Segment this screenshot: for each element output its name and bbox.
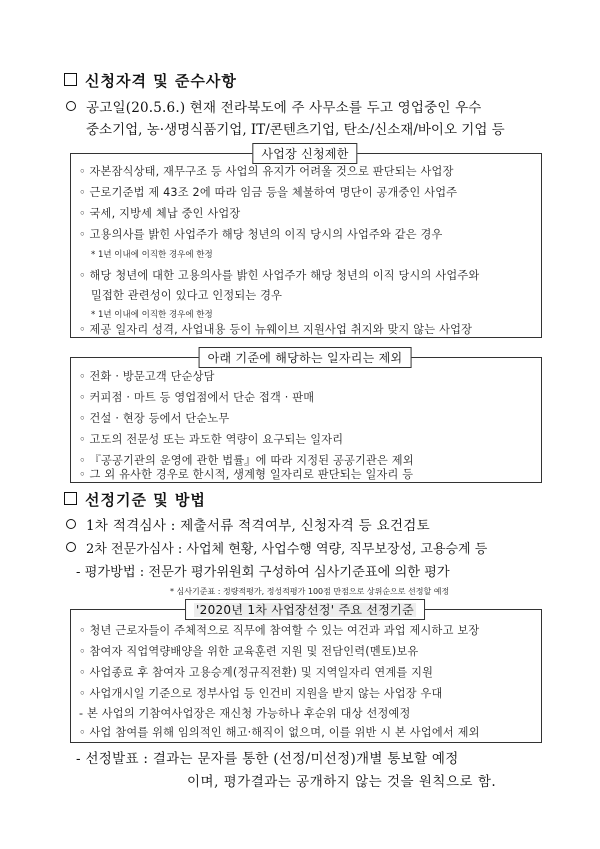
list-item: ◦ 청년 근로자들이 주체적으로 직무에 참여할 수 있는 여건과 과업 제시하고 보장	[79, 624, 480, 637]
step2-bullet: 2차 전문가심사 : 사업체 현황, 사업수행 역량, 직무보장성, 고용승계 등	[66, 538, 487, 557]
section1-bullet: 공고일(20.5.6.) 현재 전라북도에 주 사무소를 두고 영업중인 우수	[66, 96, 482, 116]
criteria-box	[70, 609, 542, 743]
list-item: ◦ 국세, 지방세 체납 중인 사업장	[79, 207, 241, 220]
eval-method: - 평가방법 : 전문가 평가위원회 구성하여 심사기준표에 의한 평가	[76, 565, 450, 580]
section2-heading: 선정기준 및 방법	[64, 489, 206, 510]
list-item-cont: 밀접한 관련성이 있다고 인정되는 경우	[91, 289, 283, 302]
circle-bullet-icon	[66, 519, 76, 529]
list-item: ◦ 그 외 유사한 경우로 한시적, 생계형 일자리로 판단되는 일자리 등	[79, 468, 414, 481]
list-item: ◦ 참여자 직업역량배양을 위한 교육훈련 지원 및 전담인력(멘토)보유	[79, 645, 419, 658]
list-item: ◦ 근로기준법 제 43조 2에 따라 임금 등을 체불하여 명단이 공개중인 사업주	[79, 186, 458, 199]
list-item: ◦ 『공공기관의 운영에 관한 법률』에 따라 지정된 공공기관은 제외	[79, 454, 414, 467]
list-item: ◦ 커피점 · 마트 등 영업점에서 단순 접객 · 판매	[79, 391, 315, 404]
eval-footnote: * 심사기준표 : 정량적평가, 정성적평가 100점 만점으로 상위순으로 선정할 예정	[170, 587, 450, 596]
list-item: ◦ 자본잠식상태, 재무구조 등 사업의 유지가 어려울 것으로 판단되는 사업장	[79, 165, 454, 178]
square-bullet-icon	[64, 492, 77, 505]
list-item: ◦ 전화 · 방문고객 단순상담	[79, 370, 215, 383]
circle-bullet-icon	[66, 101, 76, 111]
criteria-box-title: '2020년 1차 사업장선정' 주요 선정기준	[185, 599, 425, 620]
exclusion-box-title: 아래 기준에 해당하는 일자리는 제외	[199, 347, 412, 368]
list-item: ◦ 사업개시일 기준으로 정부사업 등 인건비 지원을 받지 않는 사업장 우대	[79, 687, 443, 700]
list-item: ◦ 해당 청년에 대한 고용의사를 밝힌 사업주가 해당 청년의 이직 당시의 사업주와	[79, 269, 480, 282]
footnote: * 1년 이내에 이직한 경우에 한정	[91, 250, 213, 260]
list-item: - 본 사업의 기참여사업장은 재신청 가능하나 후순위 대상 선정예정	[79, 707, 411, 720]
restriction-box-title: 사업장 신청제한	[252, 143, 357, 164]
footnote: * 1년 이내에 이직한 경우에 한정	[91, 310, 213, 320]
square-bullet-icon	[64, 73, 77, 86]
section1-heading: 신청자격 및 준수사항	[64, 70, 237, 91]
list-item: ◦ 고도의 전문성 또는 과도한 역량이 요구되는 일자리	[79, 433, 344, 446]
step1-bullet: 1차 적격심사 : 제출서류 적격여부, 신청자격 등 요건검토	[66, 514, 430, 534]
list-item: ◦ 사업 참여를 위해 임의적인 해고·해직이 없으며, 이를 위반 시 본 사업에서 제외	[79, 726, 480, 739]
list-item: ◦ 건설 · 현장 등에서 단순노무	[79, 412, 230, 425]
announce-line1: - 선정발표 : 결과는 문자를 통한 (선정/미선정)개별 통보할 예정	[76, 751, 459, 767]
restriction-box	[70, 153, 542, 338]
list-item: ◦ 제공 일자리 성격, 사업내용 등이 뉴웨이브 지원사업 취지와 맞지 않는 사업장	[79, 323, 473, 336]
announce-line2: 이며, 평가결과는 공개하지 않는 것을 원칙으로 함.	[187, 774, 497, 790]
list-item: ◦ 고용의사를 밝힌 사업주가 해당 청년의 이직 당시의 사업주와 같은 경우	[79, 228, 443, 241]
circle-bullet-icon	[66, 542, 76, 552]
exclusion-box	[70, 357, 542, 483]
list-item: ◦ 사업종료 후 참여자 고용승계(정규직전환) 및 지역일자리 연계를 지원	[79, 666, 434, 679]
section1-bullet-cont: 중소기업, 농·생명식품기업, IT/콘텐츠기업, 탄소/신소재/바이오 기업 등	[86, 122, 505, 138]
